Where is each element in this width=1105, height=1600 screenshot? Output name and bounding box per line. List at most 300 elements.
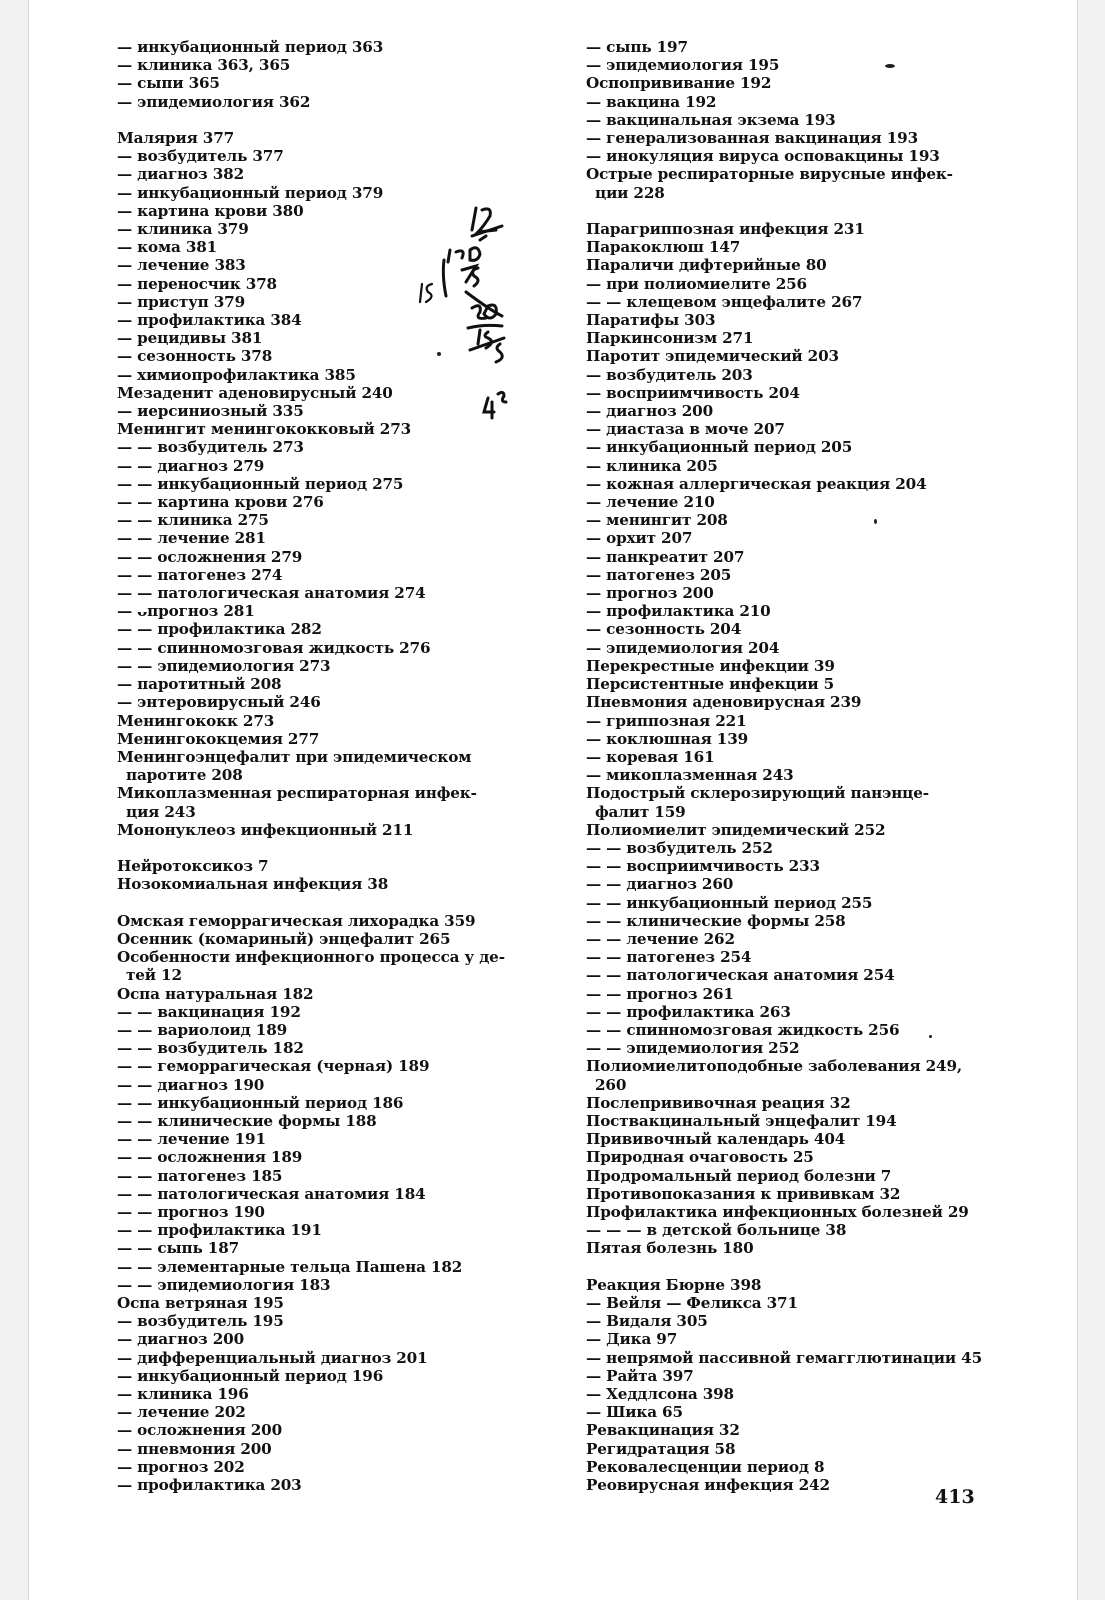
index-entry-text: — профилактика 384: [117, 311, 302, 330]
index-entry-text: — инкубационный период 379: [117, 183, 384, 202]
index-entry: [117, 438, 519, 456]
index-entry: [586, 38, 988, 56]
index-entry: [586, 111, 988, 129]
index-entry-text: — эпидемиология 362: [117, 92, 311, 111]
index-entry-text: — — спинномозговая жидкость 276: [117, 638, 431, 657]
index-entry: [117, 1003, 519, 1021]
index-entry-text: — Видаля 305: [586, 1312, 708, 1331]
index-entry-text: — — патогенез 185: [117, 1166, 283, 1185]
index-entry-text: — кома 381: [117, 238, 218, 257]
index-entry: [117, 529, 519, 547]
index-entry: [586, 493, 988, 511]
index-column-right: [586, 38, 988, 1494]
index-entry-text: Менингоэнцефалит при эпидемическом: [117, 747, 472, 766]
index-entry: [586, 584, 988, 602]
index-entry-text: — — диагноз 260: [586, 875, 734, 894]
index-entry: [586, 293, 988, 311]
index-entry-text: — непрямой пассивной гемагглютинации 45: [586, 1348, 983, 1367]
index-spacer: [586, 1258, 988, 1276]
index-entry: [586, 275, 988, 293]
index-entry: [117, 1130, 519, 1148]
index-entry-text: Мононуклеоз инфекционный 211: [117, 820, 414, 839]
index-entry-continuation: паротите 208: [126, 766, 243, 785]
index-entry: [586, 56, 988, 74]
index-entry: [117, 584, 519, 602]
index-entry-continuation: ции 228: [595, 183, 665, 202]
index-entry: [586, 1440, 988, 1458]
index-entry: [117, 511, 519, 529]
index-entry: [117, 784, 519, 820]
index-entry-continuation: 260: [595, 1075, 627, 1094]
index-entry-continuation: тей 12: [126, 966, 182, 985]
index-entry-text: — кожная аллергическая реакция 204: [586, 474, 927, 493]
index-entry: [117, 1167, 519, 1185]
index-entry-text: — — геморрагическая (черная) 189: [117, 1057, 430, 1076]
index-entry: [117, 930, 519, 948]
index-entry-text: Регидратация 58: [586, 1439, 736, 1458]
index-entry: [586, 329, 988, 347]
index-entry-text: — — осложнения 189: [117, 1148, 303, 1167]
index-entry-text: — — диагноз 279: [117, 456, 265, 475]
index-entry: [586, 1312, 988, 1330]
index-entry: [117, 93, 519, 111]
index-entry: [586, 657, 988, 675]
index-entry: [586, 1221, 988, 1239]
index-entry: [586, 912, 988, 930]
index-entry-text: Полиомиелит эпидемический 252: [586, 820, 886, 839]
index-entry-text: — рецидивы 381: [117, 329, 263, 348]
index-entry-text: — — профилактика 191: [117, 1221, 322, 1240]
index-entry: [117, 1076, 519, 1094]
index-entry-text: — — прогноз 190: [117, 1202, 265, 1221]
index-entry: [586, 548, 988, 566]
index-entry-text: — — вакцинация 192: [117, 1002, 301, 1021]
index-entry: [117, 875, 519, 893]
index-entry: [117, 1330, 519, 1348]
index-entry-text: — эпидемиология 204: [586, 638, 780, 657]
index-entry: [117, 1276, 519, 1294]
index-entry-text: — патогенез 205: [586, 565, 732, 584]
index-entry-text: — — патологическая анатомия 184: [117, 1184, 426, 1203]
index-entry-text: — клиника 196: [117, 1384, 249, 1403]
index-entry-text: Микоплазменная респираторная инфек-: [117, 784, 477, 803]
index-entry: [117, 165, 519, 183]
book-page: [28, 0, 1078, 1600]
index-entry-text: — иерсиниозный 335: [117, 402, 304, 421]
index-entry-text: — — осложнения 279: [117, 547, 303, 566]
index-entry-text: Перекрестные инфекции 39: [586, 656, 835, 675]
index-entry-text: — Шика 65: [586, 1403, 683, 1422]
index-entry: [117, 712, 519, 730]
handwritten-notes: [384, 200, 524, 430]
index-entry: [586, 1148, 988, 1166]
index-entry: [586, 985, 988, 1003]
index-entry-continuation: ция 243: [126, 802, 196, 821]
index-entry: [117, 1367, 519, 1385]
index-entry: [586, 1349, 988, 1367]
index-entry: [117, 1203, 519, 1221]
index-entry-text: — приступ 379: [117, 292, 246, 311]
index-entry: [117, 129, 519, 147]
index-entry: [586, 930, 988, 948]
index-entry-text: — восприимчивость 204: [586, 383, 800, 402]
index-entry-text: — инкубационный период 196: [117, 1366, 384, 1385]
index-entry-text: — — патологическая анатомия 254: [586, 966, 895, 985]
index-entry-text: — — профилактика 263: [586, 1002, 791, 1021]
index-entry-text: Менингококк 273: [117, 711, 275, 730]
index-entry-text: — клиника 363, 365: [117, 56, 291, 75]
index-entry: [586, 366, 988, 384]
index-entry: [117, 1440, 519, 1458]
index-entry-text: Пятая болезнь 180: [586, 1239, 754, 1258]
index-entry: [586, 948, 988, 966]
index-entry-text: — Райта 397: [586, 1366, 694, 1385]
index-entry-text: — Хеддлсона 398: [586, 1385, 734, 1403]
index-entry: [117, 1258, 519, 1276]
index-entry-text: — пневмония 200: [117, 1439, 272, 1458]
index-entry-text: — — эпидемиология 183: [117, 1275, 331, 1294]
index-entry: [117, 74, 519, 92]
index-entry-text: Нозокомиальная инфекция 38: [117, 875, 389, 894]
index-entry: [586, 620, 988, 638]
index-entry: [586, 147, 988, 165]
index-entry-text: — диагноз 200: [586, 402, 713, 421]
index-entry-text: Рековалесценции период 8: [586, 1457, 825, 1476]
index-entry: [586, 529, 988, 547]
index-entry-text: — Дика 97: [586, 1330, 678, 1349]
index-entry: [586, 1385, 988, 1403]
index-entry: [586, 457, 988, 475]
index-entry-text: — — профилактика 282: [117, 620, 322, 639]
index-entry: [117, 457, 519, 475]
index-entry-text: — химиопрофилактика 385: [117, 365, 356, 384]
index-entry-text: — — инкубационный период 186: [117, 1093, 404, 1112]
index-entry: [117, 1021, 519, 1039]
index-entry: [117, 1349, 519, 1367]
index-entry-text: — паротитный 208: [117, 675, 282, 694]
index-entry-text: — сыпи 365: [117, 74, 220, 93]
index-entry-text: — — инкубационный период 255: [586, 893, 873, 912]
index-entry: [117, 657, 519, 675]
index-entry: [586, 1003, 988, 1021]
index-entry-text: Природная очаговость 25: [586, 1148, 814, 1167]
index-entry: [117, 1094, 519, 1112]
index-entry: [117, 857, 519, 875]
index-entry-text: — сезонность 204: [586, 620, 742, 639]
index-entry-text: — — картина крови 276: [117, 493, 324, 512]
index-entry-text: — — сыпь 187: [117, 1239, 240, 1258]
index-entry-text: Оспа ветряная 195: [117, 1293, 284, 1312]
index-entry: [586, 730, 988, 748]
index-entry-text: — инкубационный период 363: [117, 38, 384, 56]
index-entry-text: — возбудитель 195: [117, 1312, 284, 1331]
index-entry-text: — — возбудитель 182: [117, 1039, 304, 1058]
index-entry-text: — вакцинальная экзема 193: [586, 110, 836, 129]
index-entry: [586, 1421, 988, 1439]
index-entry: [117, 693, 519, 711]
index-entry: [117, 985, 519, 1003]
index-entry-text: — при полиомиелите 256: [586, 274, 807, 293]
index-entry-text: — — инкубационный период 275: [117, 474, 404, 493]
index-entry: [586, 1167, 988, 1185]
index-entry-text: — возбудитель 203: [586, 365, 753, 384]
index-entry: [117, 1112, 519, 1130]
index-entry-text: — диастаза в моче 207: [586, 420, 785, 439]
index-entry-text: — микоплазменная 243: [586, 766, 794, 785]
index-entry: [586, 402, 988, 420]
index-entry-text: Профилактика инфекционных болезней 29: [586, 1202, 969, 1221]
index-spacer: [117, 839, 519, 857]
index-entry-text: — — диагноз 190: [117, 1075, 265, 1094]
index-entry: [117, 1403, 519, 1421]
index-entry-text: — коклюшная 139: [586, 729, 749, 748]
index-entry: [586, 821, 988, 839]
index-entry-text: — — патогенез 254: [586, 948, 752, 967]
index-entry: [586, 165, 988, 201]
index-entry: [586, 511, 988, 529]
index-entry-text: — прогноз 200: [586, 584, 714, 603]
index-entry-text: Паракоклюш 147: [586, 238, 741, 257]
index-entry-text: Особенности инфекционного процесса у де-: [117, 948, 505, 967]
index-entry-text: — лечение 383: [117, 256, 246, 275]
index-entry-text: — менингит 208: [586, 511, 728, 530]
index-entry: [117, 1057, 519, 1075]
index-entry: [586, 566, 988, 584]
index-entry: [586, 1185, 988, 1203]
index-entry: [586, 238, 988, 256]
index-entry: [117, 912, 519, 930]
index-spacer: [117, 111, 519, 129]
index-entry: [586, 602, 988, 620]
index-entry-text: Продромальный период болезни 7: [586, 1166, 892, 1185]
index-entry: [117, 493, 519, 511]
index-entry: [586, 1367, 988, 1385]
index-entry-text: — инкубационный период 205: [586, 438, 853, 457]
index-entry: [117, 1185, 519, 1203]
index-entry: [586, 74, 988, 92]
page-number: 413: [935, 1486, 975, 1508]
index-entry-text: — — эпидемиология 273: [117, 656, 331, 675]
index-entry: [586, 784, 988, 820]
index-entry-text: — генерализованная вакцинация 193: [586, 129, 919, 148]
index-entry: [117, 1221, 519, 1239]
index-entry-text: — эпидемиология 195: [586, 56, 780, 75]
index-entry: [117, 475, 519, 493]
index-entry-text: — картина крови 380: [117, 201, 304, 220]
index-entry: [117, 1476, 519, 1494]
index-entry-text: — сыпь 197: [586, 38, 688, 56]
index-entry-text: Омская геморрагическая лихорадка 359: [117, 911, 476, 930]
index-entry-text: — осложнения 200: [117, 1421, 282, 1440]
index-entry: [586, 93, 988, 111]
index-entry-continuation: фалит 159: [595, 802, 686, 821]
index-entry-text: — дифференциальный диагноз 201: [117, 1348, 428, 1367]
index-entry: [586, 220, 988, 238]
index-entry-text: Парагриппозная инфекция 231: [586, 220, 865, 239]
index-entry-text: — клиника 205: [586, 456, 718, 475]
index-entry-text: Послепрививочная реация 32: [586, 1093, 851, 1112]
ink-speck: [885, 64, 895, 68]
index-entry-text: — — элементарные тельца Пашена 182: [117, 1257, 463, 1276]
index-entry-text: Параличи дифтерийные 80: [586, 256, 827, 275]
index-entry-text: Реовирусная инфекция 242: [586, 1476, 830, 1495]
index-entry: [117, 1312, 519, 1330]
index-entry-text: — — патогенез 274: [117, 565, 283, 584]
index-entry-text: Паротит эпидемический 203: [586, 347, 839, 366]
index-entry-text: Персистентные инфекции 5: [586, 675, 834, 694]
index-entry: [117, 602, 519, 620]
index-entry-text: — — лечение 262: [586, 929, 735, 948]
index-entry-text: Поствакцинальный энцефалит 194: [586, 1111, 897, 1130]
index-entry-text: Острые респираторные вирусные инфек-: [586, 165, 953, 184]
index-entry-text: — панкреатит 207: [586, 547, 745, 566]
index-entry: [117, 730, 519, 748]
index-entry: [586, 839, 988, 857]
index-entry-text: — — спинномозговая жидкость 256: [586, 1020, 900, 1039]
index-entry: [117, 566, 519, 584]
index-entry-text: Менингит менингококковый 273: [117, 420, 412, 439]
index-entry: [586, 875, 988, 893]
index-entry: [586, 1276, 988, 1294]
index-entry: [586, 1458, 988, 1476]
index-entry: [586, 675, 988, 693]
index-entry-text: Подострый склерозирующий панэнце-: [586, 784, 929, 803]
index-entry-text: — энтеровирусный 246: [117, 693, 321, 712]
index-entry: [117, 1385, 519, 1403]
index-entry: [586, 748, 988, 766]
index-entry-text: — ᴗпрогноз 281: [117, 602, 255, 621]
index-entry-text: — — возбудитель 273: [117, 438, 304, 457]
ink-speck: [437, 352, 441, 356]
index-entry-text: — — клещевом энцефалите 267: [586, 292, 863, 311]
index-entry-text: — диагноз 382: [117, 165, 244, 184]
index-entry-text: — Вейля — Феликса 371: [586, 1293, 798, 1312]
index-entry: [117, 147, 519, 165]
index-entry-text: — инокуляция вируса осповакцины 193: [586, 147, 940, 166]
index-entry: [586, 1330, 988, 1348]
index-entry: [586, 384, 988, 402]
index-entry-text: — прогноз 202: [117, 1457, 245, 1476]
index-entry: [586, 1403, 988, 1421]
index-entry: [586, 1112, 988, 1130]
index-entry: [117, 948, 519, 984]
index-entry: [586, 1476, 988, 1494]
index-entry-text: — — лечение 281: [117, 529, 266, 548]
index-entry: [117, 38, 519, 56]
index-entry-text: Мезаденит аденовирусный 240: [117, 383, 393, 402]
index-spacer: [586, 202, 988, 220]
index-entry: [117, 1294, 519, 1312]
index-entry-text: Оспа натуральная 182: [117, 984, 314, 1003]
index-entry-text: Паркинсонизм 271: [586, 329, 754, 348]
index-entry: [586, 438, 988, 456]
index-entry: [586, 256, 988, 274]
index-entry-text: — коревая 161: [586, 747, 715, 766]
index-entry-text: — — патологическая анатомия 274: [117, 584, 426, 603]
index-entry: [117, 1239, 519, 1257]
index-entry: [586, 1021, 988, 1039]
index-entry: [586, 894, 988, 912]
index-entry: [117, 548, 519, 566]
index-entry: [586, 475, 988, 493]
index-entry-text: — — возбудитель 252: [586, 838, 773, 857]
index-entry-text: — сезонность 378: [117, 347, 273, 366]
index-entry: [117, 56, 519, 74]
index-entry-text: Паратифы 303: [586, 311, 716, 330]
index-entry: [117, 639, 519, 657]
index-entry: [586, 1057, 988, 1093]
index-entry: [117, 675, 519, 693]
index-entry-text: — клиника 379: [117, 220, 249, 239]
index-entry-text: Пневмония аденовирусная 239: [586, 693, 862, 712]
index-spacer: [117, 894, 519, 912]
index-entry: [586, 766, 988, 784]
index-entry-text: Малярия 377: [117, 129, 235, 147]
index-entry-text: — — прогноз 261: [586, 984, 734, 1003]
index-entry: [586, 1203, 988, 1221]
index-entry-text: — — лечение 191: [117, 1130, 266, 1149]
index-entry-text: Ревакцинация 32: [586, 1421, 740, 1440]
index-entry-text: — — вариолоид 189: [117, 1020, 288, 1039]
index-entry: [586, 712, 988, 730]
index-entry-text: — вакцина 192: [586, 92, 717, 111]
index-entry: [586, 693, 988, 711]
index-entry-text: — — клиника 275: [117, 511, 269, 530]
index-entry: [586, 857, 988, 875]
ink-speck: [929, 1035, 932, 1038]
index-entry: [117, 1148, 519, 1166]
index-entry: [586, 1130, 988, 1148]
index-entry-text: — профилактика 210: [586, 602, 771, 621]
index-entry-text: — гриппозная 221: [586, 711, 747, 730]
index-entry: [586, 966, 988, 984]
index-entry-text: — — клинические формы 188: [117, 1111, 377, 1130]
index-entry-text: — переносчик 378: [117, 274, 277, 293]
index-entry: [117, 1458, 519, 1476]
index-entry: [586, 129, 988, 147]
index-entry-text: — — восприимчивость 233: [586, 857, 820, 876]
index-entry: [117, 821, 519, 839]
index-entry-text: — — — в детской больнице 38: [586, 1221, 847, 1240]
index-entry: [117, 1421, 519, 1439]
index-entry-text: Менингококцемия 277: [117, 729, 320, 748]
index-entry-text: — лечение 210: [586, 493, 715, 512]
index-entry: [586, 1239, 988, 1257]
index-entry-text: Осенник (комариный) энцефалит 265: [117, 929, 451, 948]
index-entry-text: — лечение 202: [117, 1403, 246, 1422]
index-entry: [117, 748, 519, 784]
index-entry: [586, 420, 988, 438]
index-entry-text: — орхит 207: [586, 529, 693, 548]
ink-speck: [874, 519, 877, 524]
index-entry-text: Прививочный календарь 404: [586, 1130, 846, 1149]
index-entry-text: Оспопрививание 192: [586, 74, 772, 93]
index-entry: [586, 1294, 988, 1312]
index-entry: [586, 1094, 988, 1112]
index-entry: [117, 620, 519, 638]
index-entry: [586, 1039, 988, 1057]
index-entry-text: Противопоказания к прививкам 32: [586, 1184, 901, 1203]
index-entry-text: Реакция Бюрне 398: [586, 1275, 762, 1294]
index-entry-text: — возбудитель 377: [117, 147, 284, 166]
index-entry-text: Нейротоксикоз 7: [117, 857, 269, 876]
index-entry: [586, 347, 988, 365]
index-entry-text: — профилактика 203: [117, 1476, 302, 1494]
index-entry: [117, 1039, 519, 1057]
index-entry-text: — — эпидемиология 252: [586, 1039, 800, 1058]
index-entry-text: — диагноз 200: [117, 1330, 244, 1349]
index-entry-text: — — клинические формы 258: [586, 911, 846, 930]
